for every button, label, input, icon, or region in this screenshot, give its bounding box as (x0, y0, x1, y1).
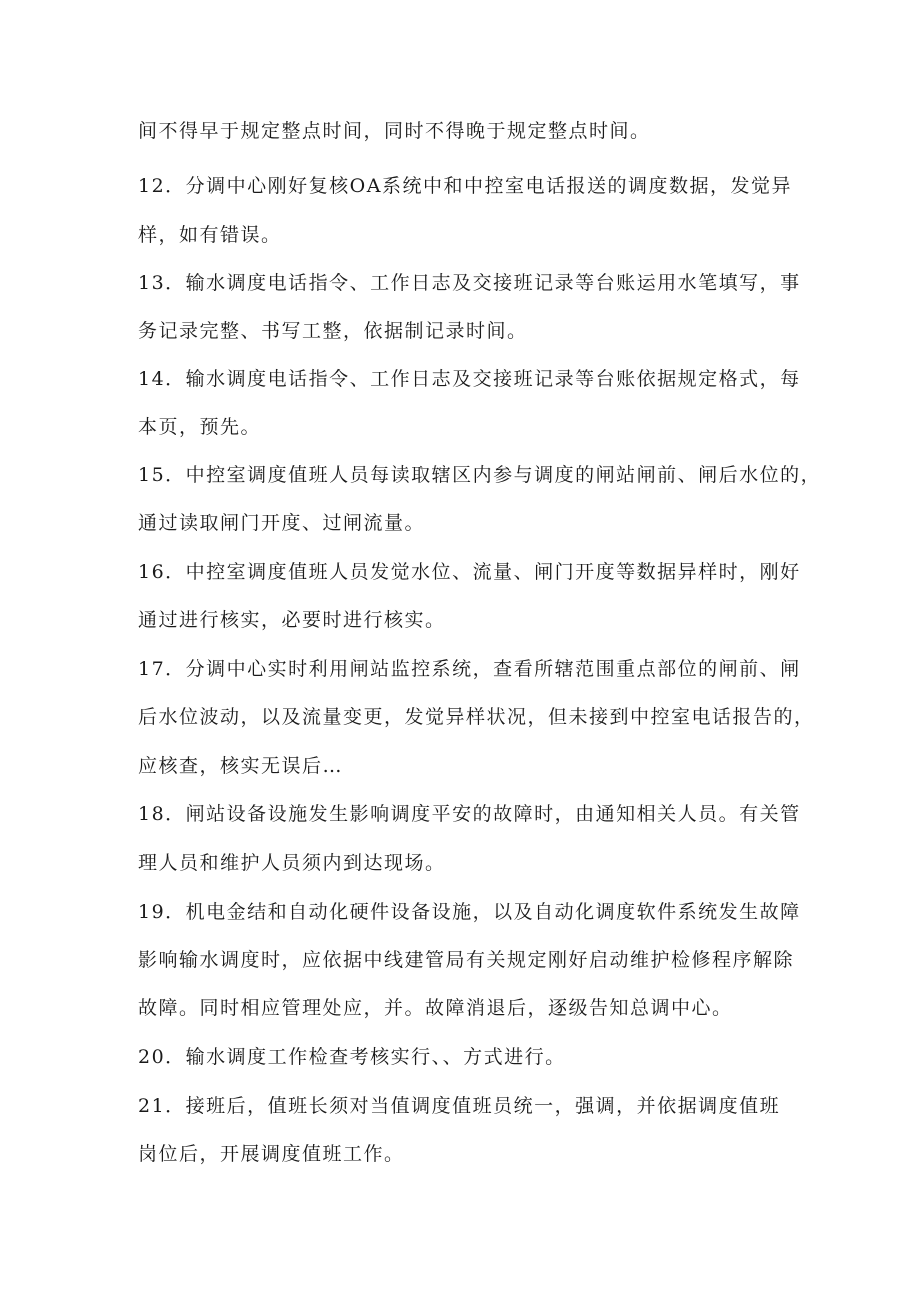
text-line: 21．接班后，值班长须对当值调度值班员统一，强调，并依据调度值班 (138, 1095, 781, 1117)
text-line: 岗位后，开展调度值班工作。 (138, 1143, 405, 1165)
text-line: 14．输水调度电话指令、工作日志及交接班记录等台账依据规定格式，每 (138, 368, 801, 390)
text-line: 18．闸站设备设施发生影响调度平安的故障时，由通知相关人员。有关管 (138, 803, 801, 825)
text-line: 15．中控室调度值班人员每读取辖区内参与调度的闸站闸前、闸后水位的， (138, 464, 822, 486)
text-line: 13．输水调度电话指令、工作日志及交接班记录等台账运用水笔填写，事 (138, 272, 801, 294)
text-line: 后水位波动，以及流量变更，发觉异样状况，但未接到中控室电话报告的， (138, 706, 815, 728)
text-line: 间不得早于规定整点时间，同时不得晚于规定整点时间。 (138, 120, 651, 142)
text-line: 故障。同时相应管理处应，并。故障消退后，逐级告知总调中心。 (138, 997, 733, 1019)
text-line: 16．中控室调度值班人员发觉水位、流量、闸门开度等数据异样时，刚好 (138, 561, 801, 583)
text-line: 17．分调中心实时利用闸站监控系统，查看所辖范围重点部位的闸前、闸 (138, 658, 801, 680)
text-line: 理人员和维护人员须内到达现场。 (138, 852, 446, 874)
text-line: 样，如有错误。 (138, 224, 282, 246)
text-line: 应核查，核实无误后… (138, 755, 344, 777)
text-line: 本页，预先。 (138, 416, 262, 438)
text-line: 12．分调中心刚好复核OA系统中和中控室电话报送的调度数据，发觉异 (138, 175, 792, 197)
text-line: 务记录完整、书写工整，依据制记录时间。 (138, 320, 528, 342)
text-line: 影响输水调度时，应依据中线建管局有关规定刚好启动维护检修程序解除 (138, 949, 795, 971)
text-line: 20．输水调度工作检查考核实行、、方式进行。 (138, 1046, 566, 1068)
text-line: 通过进行核实，必要时进行核实。 (138, 609, 446, 631)
text-line: 通过读取闸门开度、过闸流量。 (138, 512, 426, 534)
text-line: 19．机电金结和自动化硬件设备设施，以及自动化调度软件系统发生故障 (138, 901, 801, 923)
